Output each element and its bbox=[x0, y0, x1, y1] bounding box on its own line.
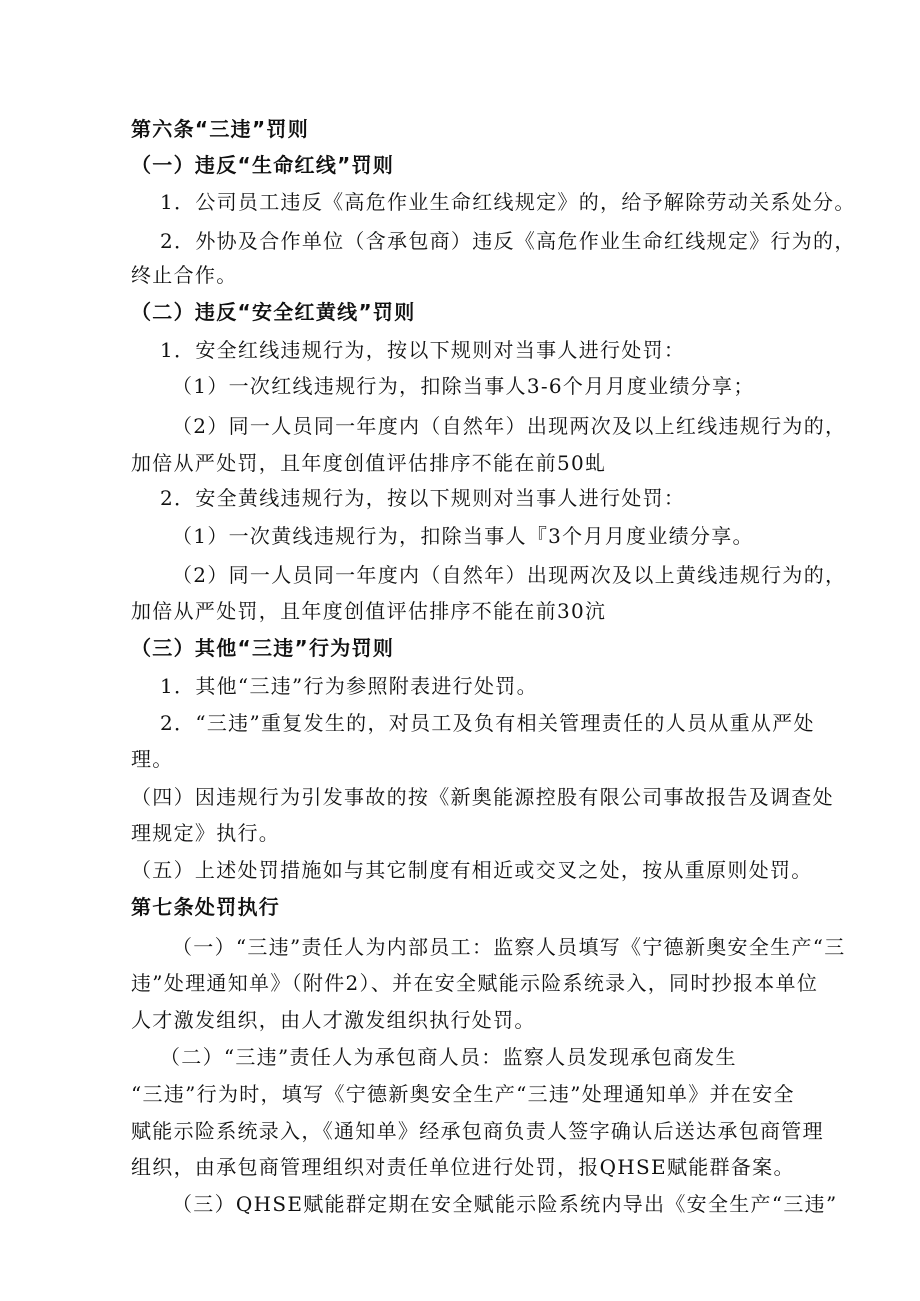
paragraph-line: 1．其他“三违”行为参照附表进行处罚。 bbox=[160, 674, 538, 698]
paragraph-line: （2）同一人员同一年度内（自然年）出现两次及以上红线违规行为的， bbox=[172, 414, 847, 438]
paragraph-line: 2．安全黄线违规行为，按以下规则对当事人进行处罚： bbox=[160, 486, 686, 510]
paragraph-line: 人才激发组织，由人才激发组织执行处罚。 bbox=[131, 1008, 536, 1032]
paragraph-line: 违”处理通知单》（附件2）、并在安全赋能示险系统录入，同时抄报本单位 bbox=[131, 971, 819, 995]
paragraph-line: （2）同一人员同一年度内（自然年）出现两次及以上黄线违规行为的， bbox=[172, 563, 847, 587]
paragraph-line: 理。 bbox=[131, 747, 174, 771]
paragraph-line: （五）上述处罚措施如与其它制度有相近或交叉之处，按从重原则处罚。 bbox=[131, 858, 813, 882]
section-2-heading: （二）违反“安全红黄线”罚则 bbox=[131, 300, 416, 324]
section-1-heading: （一）违反“生命红线”罚则 bbox=[131, 153, 395, 177]
paragraph-line: 理规定》执行。 bbox=[131, 821, 281, 845]
paragraph-line: 赋能示险系统录入，《通知单》经承包商负责人签字确认后送达承包商管理 bbox=[131, 1119, 824, 1143]
paragraph-line: （一）“三违”责任人为内部员工：监察人员填写《宁德新奥安全生产“三 bbox=[172, 935, 846, 959]
paragraph-line: （二）“三违”责任人为承包商人员：监察人员发现承包商发生 bbox=[160, 1045, 737, 1069]
article-6-heading: 第六条“三违”罚则 bbox=[131, 117, 309, 141]
paragraph-line: 2．“三违”重复发生的，对员工及负有相关管理责任的人员从重从严处 bbox=[160, 711, 815, 735]
section-3-heading: （三）其他“三违”行为罚则 bbox=[131, 636, 395, 660]
paragraph-line: 组织，由承包商管理组织对责任单位进行处罚，报QHSE赋能群备案。 bbox=[131, 1155, 795, 1179]
paragraph-line: 加倍从严处罚，且年度创值评估排序不能在前30沆 bbox=[131, 599, 607, 623]
paragraph-line: 加倍从严处罚，且年度创值评估排序不能在前50虬 bbox=[131, 451, 607, 475]
article-7-heading: 第七条处罚执行 bbox=[131, 895, 281, 919]
paragraph-line: （四）因违规行为引发事故的按《新奥能源控股有限公司事故报告及调查处 bbox=[131, 785, 834, 809]
paragraph-line: （三）QHSE赋能群定期在安全赋能示险系统内导出《安全生产“三违” bbox=[172, 1192, 838, 1216]
paragraph-line: 终止合作。 bbox=[131, 263, 238, 287]
paragraph-line: 2．外协及合作单位（含承包商）违反《高危作业生命红线规定》行为的， bbox=[160, 229, 856, 253]
paragraph-line: （1）一次红线违规行为，扣除当事人3-6个月月度业绩分享； bbox=[172, 374, 755, 398]
paragraph-line: 1．安全红线违规行为，按以下规则对当事人进行处罚： bbox=[160, 338, 686, 362]
paragraph-line: 1．公司员工违反《高危作业生命红线规定》的，给予解除劳动关系处分。 bbox=[160, 190, 856, 214]
paragraph-line: （1）一次黄线违规行为，扣除当事人『3个月月度业绩分享。 bbox=[172, 524, 754, 548]
paragraph-line: “三违”行为时，填写《宁德新奥安全生产“三违”处理通知单》并在安全 bbox=[131, 1082, 795, 1106]
